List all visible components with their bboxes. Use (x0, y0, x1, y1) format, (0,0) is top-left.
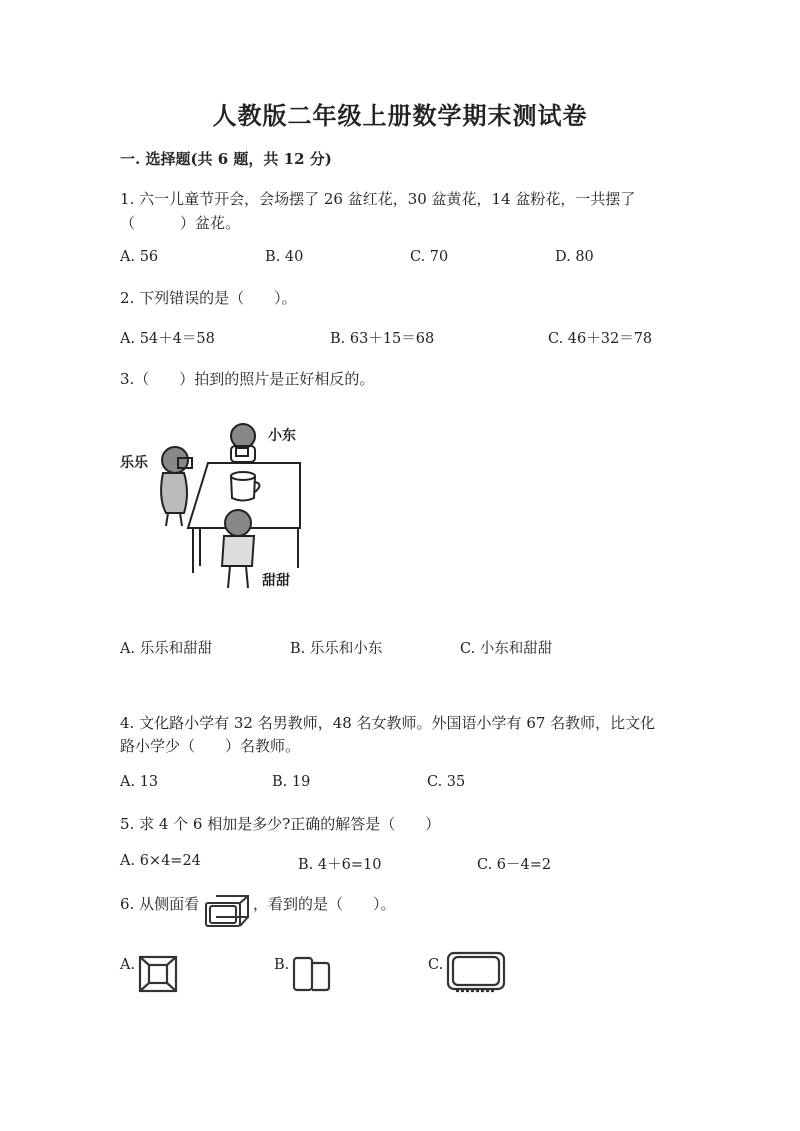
tv-set-icon (204, 893, 250, 929)
q4-option-b: B. 19 (272, 774, 311, 790)
q5-option-c: C. 6－4=2 (477, 857, 552, 873)
label-xiaodong: 小东 (268, 428, 296, 444)
q3-option-b: B. 乐乐和小东 (290, 641, 383, 657)
cup (231, 472, 255, 480)
person-lele (162, 447, 188, 473)
label-lele: 乐乐 (120, 455, 148, 471)
question-5-line-1: 5. 求 4 个 6 相加是多少?正确的解答是（ ） (120, 815, 441, 833)
q2-option-b: B. 63＋15＝68 (330, 331, 435, 347)
q3-option-a: A. 乐乐和甜甜 (120, 641, 213, 657)
question-4-line-2: 路小学少（ ）名教师。 (120, 737, 301, 755)
q4-option-c: C. 35 (427, 774, 466, 790)
option-c-screen-icon (446, 951, 506, 993)
q1-option-d: D. 80 (555, 249, 594, 265)
q2-option-a: A. 54＋4＝58 (120, 331, 215, 347)
person-xiaodong (231, 424, 255, 448)
q6-option-c: C. (428, 957, 444, 973)
q6-option-b: B. (274, 957, 290, 973)
q1-option-b: B. 40 (265, 249, 304, 265)
option-b-side-icon (292, 955, 332, 993)
q1-option-c: C. 70 (410, 249, 449, 265)
question-6-prefix: 6. 从侧面看 (120, 895, 200, 913)
page-title: 人教版二年级上册数学期末测试卷 (212, 101, 588, 130)
option-a-frame-icon (138, 955, 178, 993)
section-heading: 一. 选择题(共 6 题，共 12 分) (120, 150, 332, 168)
label-tiantian: 甜甜 (262, 573, 290, 589)
cup-handle (255, 482, 260, 492)
q6-option-a: A. (120, 957, 136, 973)
question-1-line-2: （ ）盆花。 (120, 214, 241, 232)
question-4-line-1: 4. 文化路小学有 32 名男教师，48 名女教师。外国语小学有 67 名教师，比文化 (120, 714, 656, 732)
question-3-line-1: 3.（ ）拍到的照片是正好相反的。 (120, 370, 375, 388)
q4-option-a: A. 13 (120, 774, 159, 790)
question-1-line-1: 1. 六一儿童节开会，会场摆了 26 盆红花，30 盆黄花，14 盆粉花，一共摆了 (120, 190, 636, 208)
person-tiantian (225, 510, 251, 536)
q5-option-a: A. 6×4=24 (120, 853, 201, 869)
q3-option-c: C. 小东和甜甜 (460, 641, 553, 657)
q5-option-b: B. 4＋6=10 (298, 857, 382, 873)
question-6-suffix: ，看到的是（ ）。 (253, 895, 396, 913)
q2-option-c: C. 46＋32＝78 (548, 331, 653, 347)
question-2-line-1: 2. 下列错误的是（ ）。 (120, 289, 297, 307)
q1-option-a: A. 56 (120, 249, 159, 265)
